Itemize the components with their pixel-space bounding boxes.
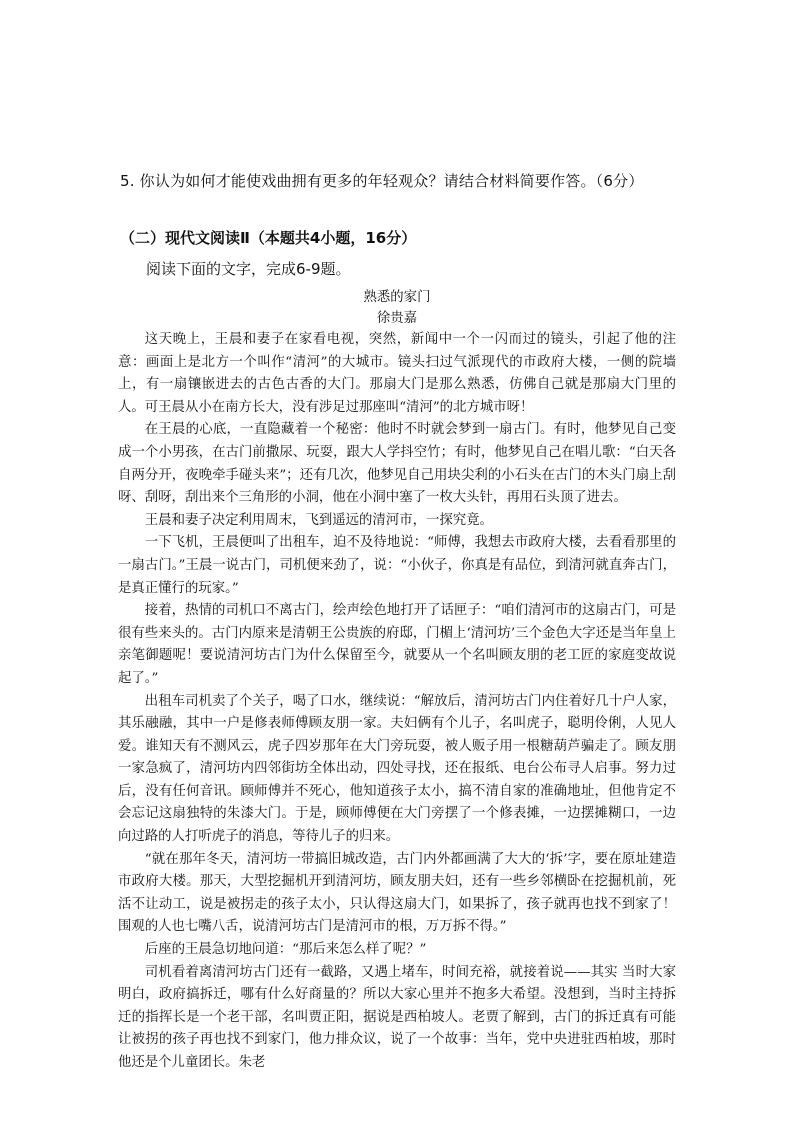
paragraph: 一下飞机，王晨便叫了出租车，迫不及待地说：“师傅，我想去市政府大楼，去看看那里的一扇古门。”王晨一说古门，司机便来劲了，说：“小伙子，你真是有品位，到清河就直奔古门，是真正懂行的玩家。” [118,535,676,596]
paragraph: 在王晨的心底，一直隐藏着一个秘密：他时不时就会梦到一扇古门。有时，他梦见自己变成一个小男孩，在古门前撒尿、玩耍，跟大人学抖空竹；有时，他梦见自己在唱儿歌：“白天各自两分开，夜晚牵手碰头来”；还有几次，他梦见自己用块尖利的小石头在古门的木头门扇上刮呀、刮呀，刮出来个三角形的小洞，他在小洞中塞了一枚大头针，再用石头顶了进去。 [118,422,676,506]
paragraph: 接着，热情的司机口不离古门，绘声绘色地打开了话匣子：“咱们清河市的这扇古门，可是很有些来头的。古门内原来是清朝王公贵族的府邸，门楣上‘清河坊’三个金色大字还是当年皇上亲笔御题呢！要说清河坊古门为什么保留至今，就要从一个名叫顾友朋的老工匠的家庭变故说起了。” [118,603,676,686]
paragraph: 这天晚上，王晨和妻子在家看电视，突然，新闻中一个一闪而过的镜头，引起了他的注意：画面上是北方一个叫作“清河”的大城市。镜头扫过气派现代的市政府大楼，一侧的院墙上，有一扇镶嵌进去的古色古香的大门。那扇大门是那么熟悉，仿佛自己就是那扇大门里的人。可王晨从小在南方长大，没有涉足过那座叫“清河”的北方城市呀！ [118,332,676,415]
paragraph: 王晨和妻子决定利用周末，飞到遥远的清河市，一探究竟。 [144,512,493,528]
paragraph: 出租车司机卖了个关子，喝了口水，继续说：“解放后，清河坊古门内住着好几十户人家，其乐融融，其中一户是修表师傅顾友朋一家。夫妇俩有个儿子，名叫虎子，聪明伶俐，人见人爱。谁知天有不测风云，虎子四岁那年在大门旁玩耍，被人贩子用一根糖葫芦骗走了。顾友朋一家急疯了，清河坊内四邻街坊全体出动，四处寻找，还在报纸、电台公布寻人启事。努力过后，没有任何音讯。顾师傅并不死心，他知道孩子太小，搞不清自家的准确地址，但他肯定不会忘记这扇独特的朱漆大门。于是，顾师傅便在大门旁摆了一个修表摊，一边摆摊糊口，一边向过路的人打听虎子的消息，等待儿子的归来。 [118,693,676,845]
paragraph: “就在那年冬天，清河坊一带搞旧城改造，古门内外都画满了大大的‘拆’字，要在原址建造市政府大楼。那天，大型挖掘机开到清河坊，顾友朋夫妇，还有一些乡邻横卧在挖掘机前，死活不让动工，说是被拐走的孩子太小，只认得这扇大门，如果拆了，孩子就再也找不到家了！围观的人也七嘴八舌，说清河坊古门是清河市的根，万万拆不得。” [118,851,676,935]
paragraph: 后座的王晨急切地问道：“那后来怎么样了呢？” [144,942,427,958]
paragraph: 司机看着离清河坊古门还有一截路，又遇上堵车，时间充裕，就接着说——其实 当时大家明白，政府搞拆迁，哪有什么好商量的？所以大家心里并不抱多大希望。没想到，当时主持拆迁的指挥长是一个老干部，名叫贾正阳，据说是西柏坡人。老贾了解到，古门的拆迁真有可能让被拐的孩子再也找不到家门，他力排众议，说了一个故事：当年，党中央进驻西柏坡，那时他还是个儿童团长。朱老 [118,964,676,1070]
article-title: 熟悉的家门 [363,290,431,305]
article-author: 徐贵嘉 [376,311,418,326]
question-5: 5. 你认为如何才能使戏曲拥有更多的年轻观众？请结合材料简要作答。（6分） [120,172,644,190]
article [118,287,676,1075]
section-title: （二）现代文阅读Ⅱ（本题共4小题，16分） [120,229,417,247]
reading-instruction: 阅读下面的文字，完成6-9题。 [146,260,351,278]
